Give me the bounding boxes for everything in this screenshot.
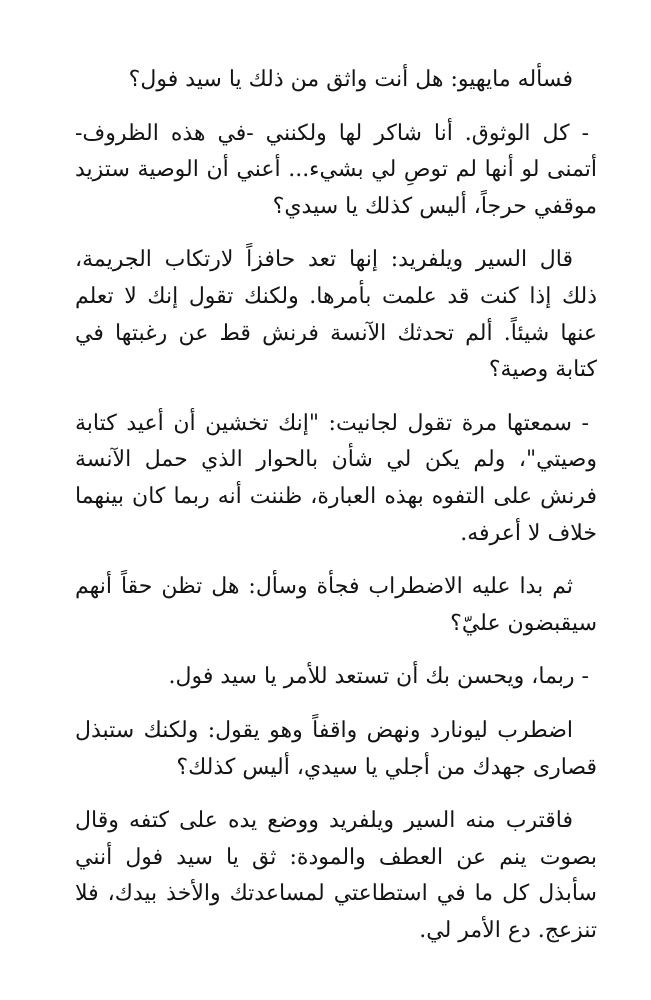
paragraph-4: - سمعتها مرة تقول لجانيت: "إنك تخشين أن أعيد كتابة وصيتي"، ولم يكن لي شأن بالحوار الذي حمل الآنسة فرنش على التفوه بهذه العبارة، ظننت أنه ربما كان بينهما خلاف لا أعرفه. <box>75 410 597 546</box>
paragraph-7: اضطرب ليونارد ونهض واقفاً وهو يقول: ولكنك ستبذل قصارى جهدك من أجلي يا سيدي، أليس كذلك؟ <box>75 717 597 780</box>
paragraph-6: - ربما، ويحسن بك أن تستعد للأمر يا سيد فول. <box>168 664 589 690</box>
book-page-text <box>75 62 597 949</box>
paragraph-8: فاقترب منه السير ويلفريد ووضع يده على كتفه وقال بصوت ينم عن العطف والمودة: ثق يا سيد فول أنني سأبذل كل ما في استطاعتي لمساعدتك والأخذ بيدك، فلا تنزعج. دع الأمر لي. <box>75 808 597 943</box>
paragraph-2: - كل الوثوق. أنا شاكر لها ولكنني -في هذه الظروف- أتمنى لو أنها لم توصِ لي بشيء... أعني أن الوصية ستزيد موقفي حرجاً، أليس كذلك يا سيدي؟ <box>75 120 597 219</box>
paragraph-1: فسأله مايهيو: هل أنت واثق من ذلك يا سيد فول؟ <box>128 67 573 92</box>
paragraph-5: ثم بدا عليه الاضطراب فجأة وسأل: هل تظن حقاً أنهم سيقبضون عليّ؟ <box>75 574 597 636</box>
paragraph-3: قال السير ويلفريد: إنها تعد حافزاً لارتكاب الجريمة، ذلك إذا كنت قد علمت بأمرها. ولكنك تقول إنك لا تعلم عنها شيئاً. ألم تحدثك الآنسة فرنش قط عن رغبتها في كتابة وصية؟ <box>75 247 597 383</box>
